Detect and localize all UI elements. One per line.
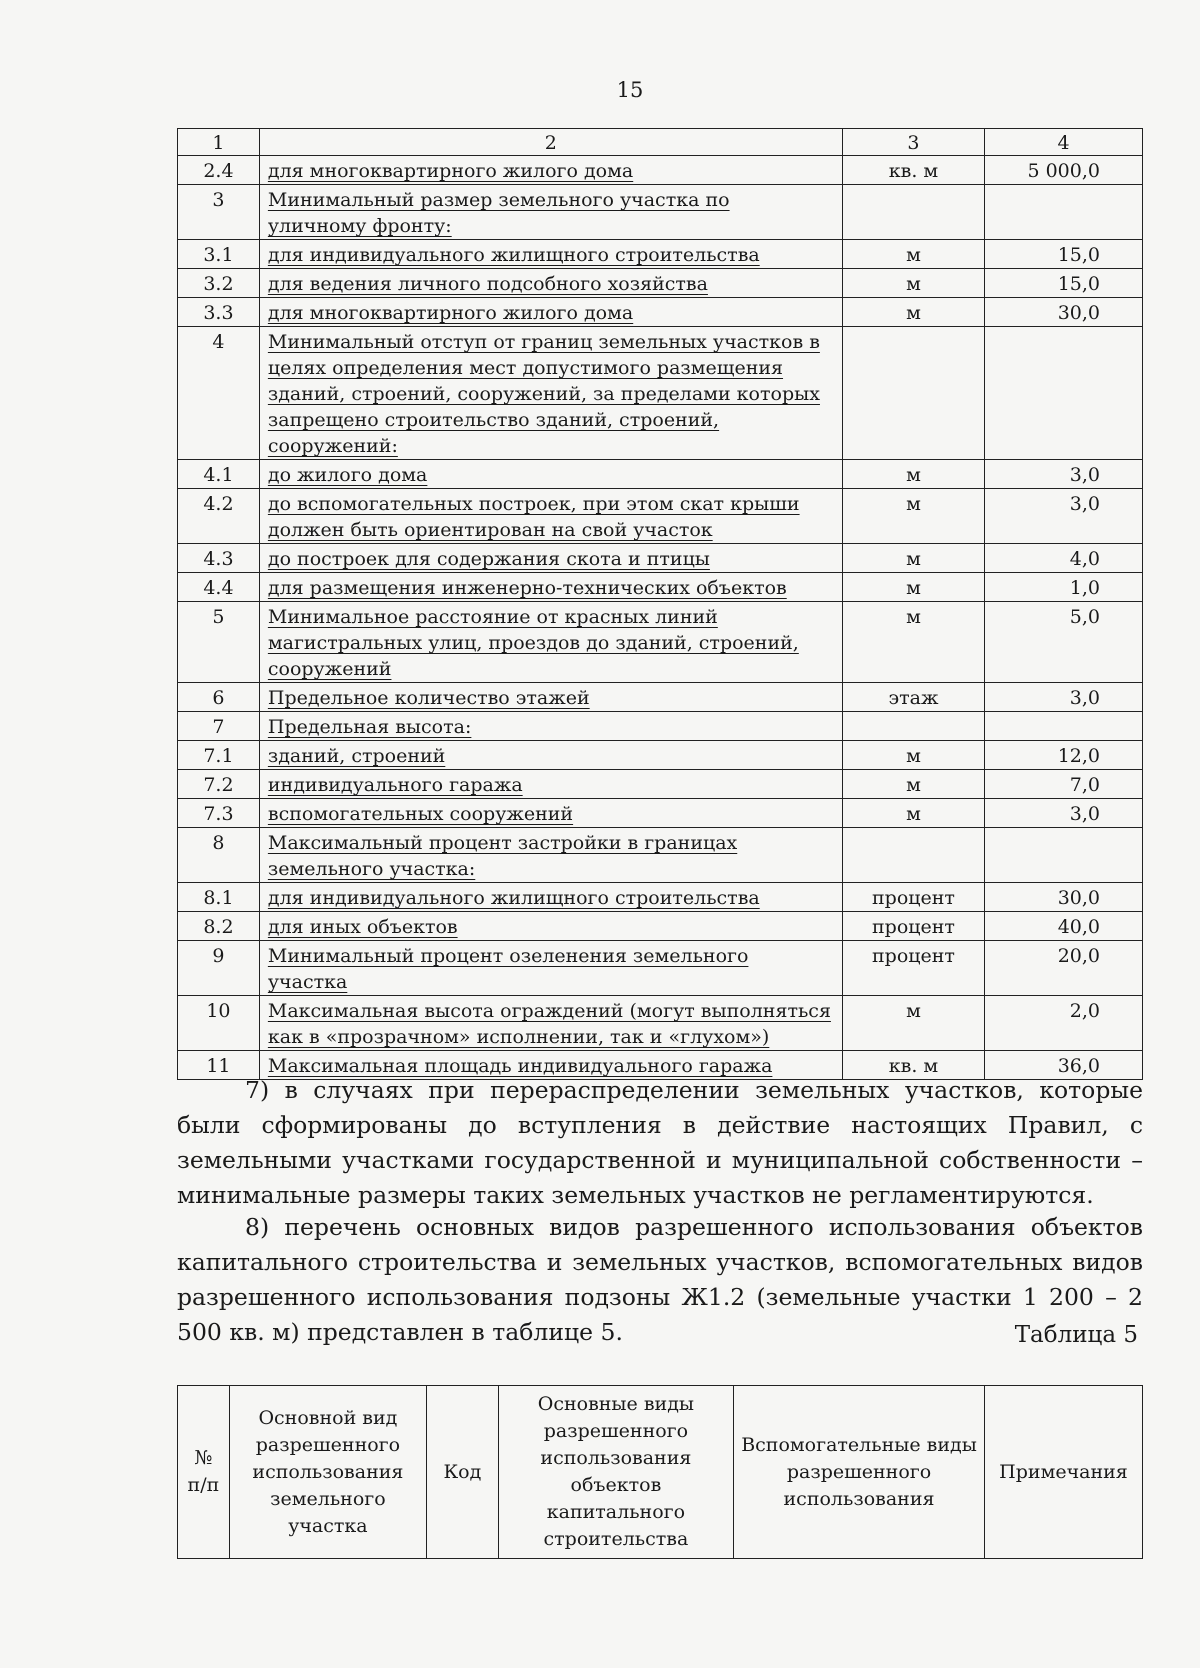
row-unit: м [842, 544, 984, 573]
row-number: 8 [178, 828, 260, 883]
row-text: для многоквартирного жилого дома [259, 298, 842, 327]
table-row [178, 544, 1143, 573]
table-row [178, 269, 1143, 298]
row-unit [842, 327, 984, 460]
row-number: 6 [178, 683, 260, 712]
row-unit: кв. м [842, 1051, 984, 1080]
table-5-caption: Таблица 5 [1014, 1322, 1138, 1348]
row-number: 7.1 [178, 741, 260, 770]
row-text: до вспомогательных построек, при этом скат крыши должен быть ориентирован на свой участок [259, 489, 842, 544]
row-text: Минимальный размер земельного участка по уличному фронту: [259, 185, 842, 240]
row-number: 8.2 [178, 912, 260, 941]
table-row [178, 185, 1143, 240]
row-number: 7.3 [178, 799, 260, 828]
row-text: индивидуального гаража [259, 770, 842, 799]
table-row [178, 573, 1143, 602]
table-row [178, 828, 1143, 883]
table-row [178, 602, 1143, 683]
paragraph-8: 8) перечень основных видов разрешенного использования объектов капитального строительства и земельных участков, вспомогательных видов разрешенного использования подзоны Ж1.2 (земельные участки 1 200 – 2 500 кв. м) представлен в таблице 5. [177, 1213, 1143, 1346]
row-number: 3.1 [178, 240, 260, 269]
row-number: 10 [178, 996, 260, 1051]
table-row [178, 941, 1143, 996]
row-unit: процент [842, 912, 984, 941]
table-row [178, 883, 1143, 912]
row-value: 30,0 [985, 298, 1143, 327]
header-col-4: 4 [985, 129, 1143, 156]
paragraph-7: 7) в случаях при перераспределении земельных участков, которые были сформированы до вступления в действие настоящих Правил, с земельными участками государственной и муниципальной собственности – минимальные размеры таких земельных участков не регламентируются. [177, 1076, 1143, 1209]
row-text: для индивидуального жилищного строительства [259, 240, 842, 269]
row-value: 3,0 [985, 489, 1143, 544]
row-unit: м [842, 460, 984, 489]
row-text: Предельное количество этажей [259, 683, 842, 712]
row-unit: м [842, 573, 984, 602]
table-row [178, 712, 1143, 741]
row-unit: м [842, 240, 984, 269]
row-unit: процент [842, 883, 984, 912]
row-text: для многоквартирного жилого дома [259, 156, 842, 185]
row-text: вспомогательных сооружений [259, 799, 842, 828]
row-unit: м [842, 741, 984, 770]
header-col-3: 3 [842, 129, 984, 156]
table-row [178, 298, 1143, 327]
row-number: 3 [178, 185, 260, 240]
table-row [178, 460, 1143, 489]
table-row [178, 327, 1143, 460]
row-text: для иных объектов [259, 912, 842, 941]
row-value: 3,0 [985, 683, 1143, 712]
row-value: 3,0 [985, 799, 1143, 828]
page-number: 15 [616, 78, 644, 102]
table-5 [177, 1385, 1143, 1559]
row-number: 4.2 [178, 489, 260, 544]
header-notes: Примечания [984, 1386, 1142, 1559]
row-value [985, 327, 1143, 460]
row-value: 40,0 [985, 912, 1143, 941]
row-value: 7,0 [985, 770, 1143, 799]
row-text: Максимальная площадь индивидуального гаража [259, 1051, 842, 1080]
table-row [178, 489, 1143, 544]
row-value [985, 712, 1143, 741]
row-unit: м [842, 602, 984, 683]
row-value: 5,0 [985, 602, 1143, 683]
row-unit: м [842, 996, 984, 1051]
row-unit: м [842, 269, 984, 298]
table-row [178, 996, 1143, 1051]
row-number: 4.3 [178, 544, 260, 573]
table-row [178, 156, 1143, 185]
row-text: Минимальный отступ от границ земельных участков в целях определения мест допустимого размещения зданий, строений, сооружений, за пределами которых запрещено строительство зданий, строений, сооружений: [259, 327, 842, 460]
row-text: для ведения личного подсобного хозяйства [259, 269, 842, 298]
row-unit [842, 712, 984, 741]
row-number: 11 [178, 1051, 260, 1080]
row-number: 5 [178, 602, 260, 683]
table-row [178, 799, 1143, 828]
row-unit: м [842, 770, 984, 799]
header-main-building-use: Основные виды разрешенного использования объектов капитального строительства [498, 1386, 733, 1559]
row-number: 4.1 [178, 460, 260, 489]
row-unit: м [842, 799, 984, 828]
row-number: 2.4 [178, 156, 260, 185]
row-value: 4,0 [985, 544, 1143, 573]
row-unit: этаж [842, 683, 984, 712]
row-text: для индивидуального жилищного строительства [259, 883, 842, 912]
row-value [985, 828, 1143, 883]
row-value: 15,0 [985, 240, 1143, 269]
row-unit: м [842, 489, 984, 544]
row-value: 30,0 [985, 883, 1143, 912]
row-unit [842, 828, 984, 883]
row-text: для размещения инженерно-технических объектов [259, 573, 842, 602]
parameters-table [177, 128, 1143, 1080]
row-value: 20,0 [985, 941, 1143, 996]
row-number: 3.2 [178, 269, 260, 298]
row-unit: процент [842, 941, 984, 996]
header-number: № п/п [178, 1386, 230, 1559]
row-value: 2,0 [985, 996, 1143, 1051]
row-number: 7 [178, 712, 260, 741]
table-row [178, 240, 1143, 269]
row-text: зданий, строений [259, 741, 842, 770]
row-text: Минимальный процент озеленения земельного участка [259, 941, 842, 996]
row-text: до жилого дома [259, 460, 842, 489]
row-value: 1,0 [985, 573, 1143, 602]
row-number: 7.2 [178, 770, 260, 799]
row-text: до построек для содержания скота и птицы [259, 544, 842, 573]
row-unit: м [842, 298, 984, 327]
header-auxiliary-use: Вспомогательные виды разрешенного использования [734, 1386, 985, 1559]
row-number: 8.1 [178, 883, 260, 912]
header-col-1: 1 [178, 129, 260, 156]
row-number: 4 [178, 327, 260, 460]
row-text: Минимальное расстояние от красных линий магистральных улиц, проездов до зданий, строений, сооружений [259, 602, 842, 683]
table-row [178, 741, 1143, 770]
row-value: 36,0 [985, 1051, 1143, 1080]
row-number: 9 [178, 941, 260, 996]
row-value: 3,0 [985, 460, 1143, 489]
table-header-row [178, 129, 1143, 156]
table-row [178, 770, 1143, 799]
table-row [178, 683, 1143, 712]
row-value: 12,0 [985, 741, 1143, 770]
header-col-2: 2 [259, 129, 842, 156]
row-value: 5 000,0 [985, 156, 1143, 185]
table-row [178, 912, 1143, 941]
row-value: 15,0 [985, 269, 1143, 298]
table-5-header-row [178, 1386, 1143, 1559]
header-code: Код [426, 1386, 498, 1559]
row-text: Предельная высота: [259, 712, 842, 741]
row-text: Максимальный процент застройки в границах земельного участка: [259, 828, 842, 883]
row-text: Максимальная высота ограждений (могут выполняться как в «прозрачном» исполнении, так и «глухом») [259, 996, 842, 1051]
row-number: 4.4 [178, 573, 260, 602]
header-main-land-use: Основной вид разрешенного использования земельного участка [229, 1386, 426, 1559]
row-unit [842, 185, 984, 240]
row-unit: кв. м [842, 156, 984, 185]
row-value [985, 185, 1143, 240]
row-number: 3.3 [178, 298, 260, 327]
